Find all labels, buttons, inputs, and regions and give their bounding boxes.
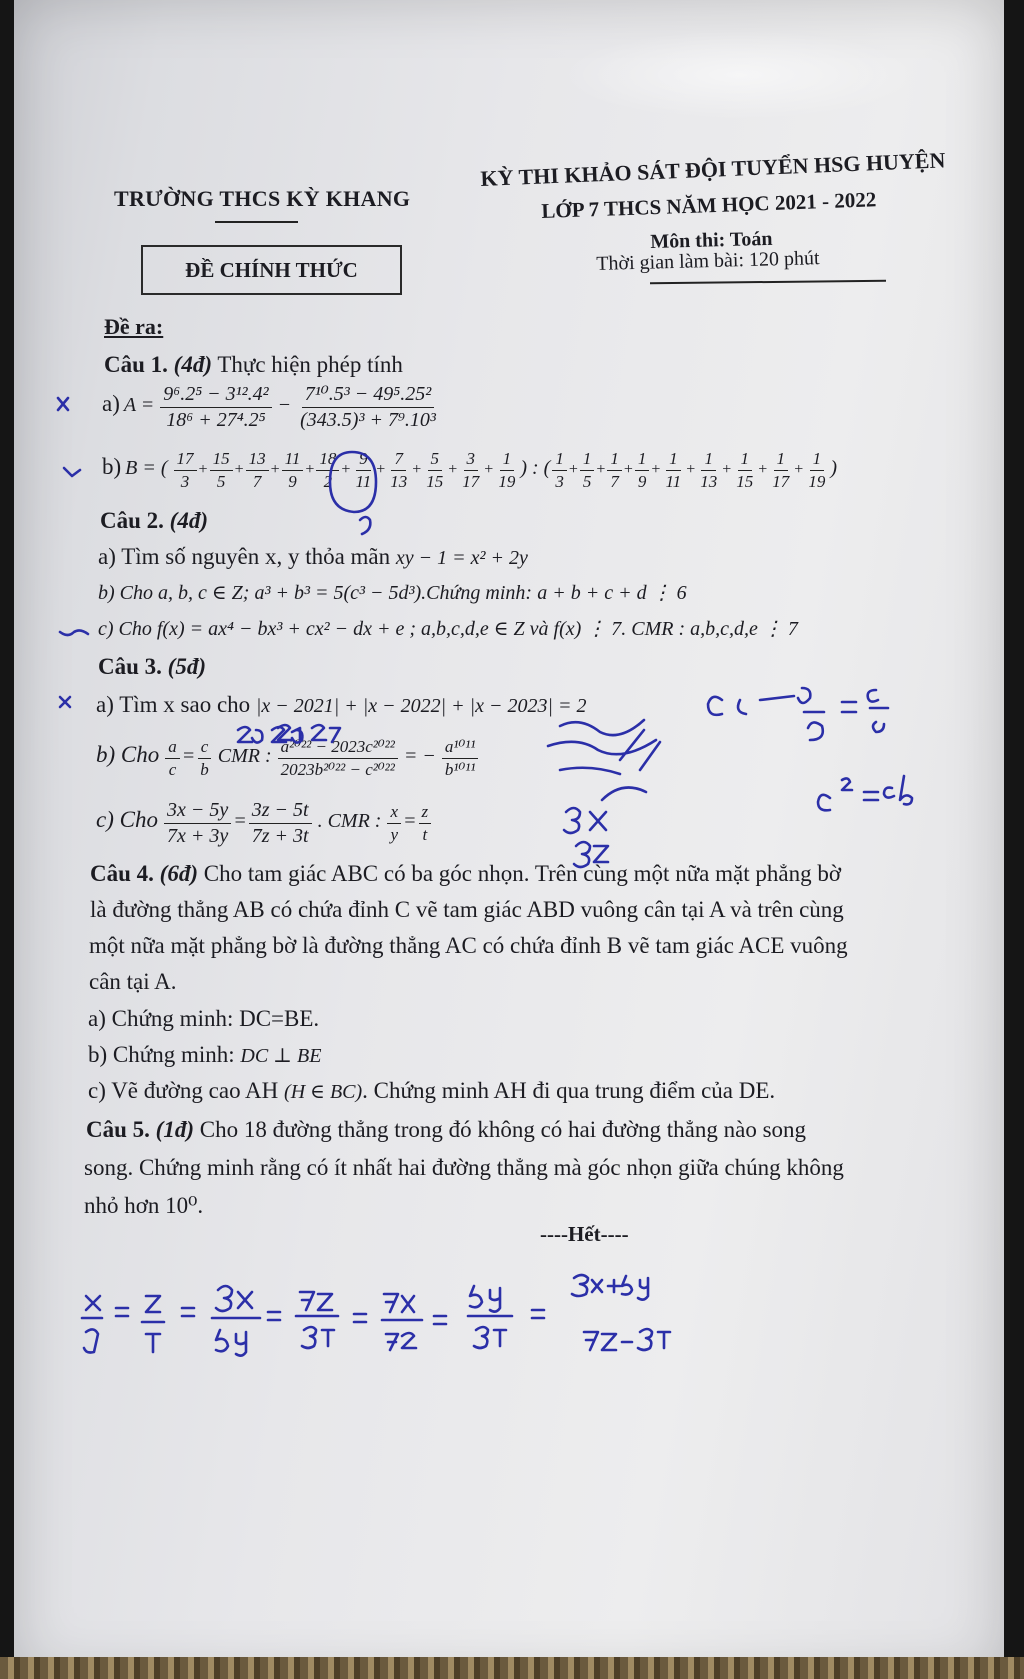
q1b-frac2-3: $\frac{1}{7}$ bbox=[607, 450, 622, 491]
q4-label: Câu 4. bbox=[90, 861, 154, 886]
q3c-label: c) Cho bbox=[96, 807, 158, 833]
q1b-frac2-2: $\frac{1}{5}$ bbox=[580, 450, 595, 491]
q2a bbox=[98, 544, 528, 570]
q3c-cmr: . CMR : bbox=[317, 810, 382, 833]
q5-points: (1đ) bbox=[155, 1117, 194, 1142]
subject: Môn thi: Toán bbox=[650, 227, 773, 253]
q3c-frac-3: $\frac{x}{y}$ bbox=[387, 803, 401, 844]
q1a-label: a) bbox=[102, 391, 120, 417]
q1-heading bbox=[104, 352, 403, 378]
q4c-eq: (H ∈ BC) bbox=[284, 1081, 363, 1103]
q3a bbox=[96, 692, 587, 718]
q4c bbox=[88, 1073, 775, 1110]
q1b-frac-8: $\frac{5}{15}$ bbox=[426, 449, 444, 491]
q1-label: Câu 1. bbox=[104, 352, 168, 377]
q3b-frac-4: $\frac{\text{a¹⁰¹¹}}{\text{b¹⁰¹¹}}$ bbox=[442, 738, 479, 779]
q2b-eq: a + b + c + d ⋮ 6 bbox=[537, 582, 687, 604]
q1b-frac-1: $\frac{17}{3}$ bbox=[174, 450, 197, 491]
q1b-row: b) B = ( $\frac{17}{3}$ + $\frac{15}{5}$ + $\frac{13}{7}$ + $\frac{11}{9}$ + $\frac{18}{2}$ + $\frac{9}{11}$ + $\frac{7}{13}$ + $\frac{5}{15}$ + $\frac{3}{17}$ + $\frac{1}{19}$ ) : ( $\frac{1}{3}$ + $\frac{1}{5}$ + $\frac{1}{7}$ + $\frac{1}{9}$ + $\frac{1}{11}$ + $\frac{1}{13}$ + $\frac{1}{15}$ + $\frac{1}{17}$ + $\frac{1}{19}$ ) bbox=[102, 449, 837, 491]
q1b-frac2-4: $\frac{1}{9}$ bbox=[635, 450, 650, 491]
q3-points: (5đ) bbox=[167, 654, 206, 679]
q4b-eq: DC ⊥ BE bbox=[240, 1045, 322, 1067]
q3c-frac-4: $\frac{z}{t}$ bbox=[419, 803, 432, 844]
q2b-text: b) Cho a, b, c ∈ Z; a³ + b³ = 5(c³ − 5d³).Chứng minh: bbox=[98, 582, 533, 604]
q1b-lhs: B = ( bbox=[125, 457, 168, 480]
table-edge bbox=[0, 1657, 1024, 1679]
q2a-text: a) Tìm số nguyên x, y thỏa mãn bbox=[98, 544, 391, 569]
q1b-frac2-8: $\frac{1}{17}$ bbox=[772, 449, 790, 491]
q3c-frac-2: $\frac{3z - 5t}{7z + 3t}$ bbox=[249, 800, 312, 847]
q4b bbox=[88, 1037, 321, 1074]
q1b-frac-3: $\frac{13}{7}$ bbox=[246, 450, 269, 491]
q3c: c) Cho $\frac{3x - 5y}{7x + 3y}$ = $\frac{3z - 5t}{7z + 3t}$ . CMR : $\frac{x}{y}$ = $\frac{z}{t}$ bbox=[96, 800, 433, 847]
q2-heading bbox=[100, 508, 208, 534]
q5-line1 bbox=[86, 1112, 806, 1148]
q3b-label: b) Cho bbox=[96, 742, 160, 768]
intro-heading: Đề ra: bbox=[104, 314, 164, 339]
q3c-frac-1: $\frac{3x - 5y}{7x + 3y}$ bbox=[164, 800, 231, 847]
official-stamp-box bbox=[141, 245, 402, 295]
q1b-frac-9: $\frac{3}{17}$ bbox=[462, 449, 480, 491]
q1-text: Thực hiện phép tính bbox=[217, 352, 403, 377]
grade-year: LỚP 7 THCS NĂM HỌC 2021 - 2022 bbox=[541, 187, 877, 223]
q3b: b) Cho $\frac{a}{c}$ = $\frac{c}{b}$ CMR : $\frac{\text{a²⁰²² − 2023c²⁰²²}}{\text{2023b²⁰²² − c²⁰²²}}$ = − $\frac{\text{a¹⁰¹¹}}{\text{b¹⁰¹¹}}$ bbox=[96, 738, 480, 779]
q2b bbox=[98, 580, 687, 605]
q2c: c) Cho f(x) = ax⁴ − bx³ + cx² − dx + e ; a,b,c,d,e ∈ Z và f(x) ⋮ 7. CMR : a,b,c,d,e ⋮ 7 bbox=[98, 618, 798, 640]
q3a-text: a) Tìm x sao cho bbox=[96, 692, 251, 717]
q3b-eqs: = − bbox=[403, 745, 436, 768]
q5-line2: song. Chứng minh rằng có ít nhất hai đường thẳng mà góc nhọn giữa chúng không bbox=[84, 1155, 844, 1180]
q4a: a) Chứng minh: DC=BE. bbox=[88, 1006, 320, 1031]
q1a-fraction-1 bbox=[160, 384, 271, 431]
q1b-frac2-9: $\frac{1}{19}$ bbox=[808, 449, 826, 491]
q4-text-1: Cho tam giác ABC có ba góc nhọn. Trên cùng một nữa mặt phẳng bờ bbox=[203, 861, 841, 886]
q1-points: (4đ) bbox=[173, 352, 212, 377]
q5-label: Câu 5. bbox=[86, 1117, 150, 1142]
q4-points: (6đ) bbox=[159, 861, 198, 886]
q1a-num-1: 9⁶.2⁵ − 3¹².4² bbox=[160, 384, 271, 408]
q4-line1 bbox=[90, 856, 841, 892]
q4c-text-1: c) Vẽ đường cao AH bbox=[88, 1078, 279, 1103]
exam-time: Thời gian làm bài: 120 phút bbox=[596, 247, 820, 275]
q3-heading bbox=[98, 654, 206, 680]
q4b-text: b) Chứng minh: bbox=[88, 1042, 235, 1067]
q3b-frac-3: $\frac{\text{a²⁰²² − 2023c²⁰²²}}{\text{2023b²⁰²² − c²⁰²²}}$ bbox=[278, 738, 398, 779]
q3b-frac-1: $\frac{a}{c}$ bbox=[165, 738, 180, 779]
official-label: ĐỀ CHÍNH THỨC bbox=[185, 257, 358, 282]
q1b-label: b) bbox=[102, 454, 122, 480]
exam-title: KỲ THI KHẢO SÁT ĐỘI TUYỂN HSG HUYỆN bbox=[480, 147, 946, 191]
q5-line3: nhỏ hơn 10⁰. bbox=[84, 1193, 204, 1218]
q1a-fraction-2 bbox=[297, 384, 439, 431]
q4c-text-2: . Chứng minh AH đi qua trung điểm của DE. bbox=[362, 1078, 776, 1103]
q1a-row: a) A = $\frac{\text{9⁶.2⁵ − 3¹².4²}}{\text{18⁶ + 27⁴.2⁵}}$ − $\frac{\text{7¹⁰.5³ − 49⁵.25²}}{\text{(343.5)³ + 7⁹.10³}}$ bbox=[102, 384, 441, 431]
school-name: TRƯỜNG THCS KỲ KHANG bbox=[114, 186, 411, 211]
q1b-frac-4: $\frac{11}{9}$ bbox=[282, 450, 304, 491]
q4-line2: là đường thẳng AB có chứa đỉnh C vẽ tam giác ABD vuông cân tại A và trên cùng bbox=[90, 897, 844, 922]
q2-label: Câu 2. bbox=[100, 508, 164, 533]
q1b-frac-2: $\frac{15}{5}$ bbox=[210, 450, 233, 491]
paper-crease bbox=[560, 30, 920, 120]
q3b-frac-2: $\frac{c}{b}$ bbox=[197, 738, 212, 779]
q4-line4: cân tại A. bbox=[89, 969, 177, 994]
q1b-frac2-1: $\frac{1}{3}$ bbox=[552, 450, 567, 491]
q1b-close: ) bbox=[830, 457, 837, 480]
q3-label: Câu 3. bbox=[98, 654, 162, 679]
q1a-den-1: 18⁶ + 27⁴.2⁵ bbox=[166, 409, 266, 431]
q1b-frac2-7: $\frac{1}{15}$ bbox=[736, 449, 754, 491]
school-underline bbox=[215, 221, 298, 223]
q1b-div: ) : ( bbox=[520, 457, 551, 480]
q3b-cmr: CMR : bbox=[217, 745, 272, 768]
end-marker: ----Hết---- bbox=[540, 1222, 629, 1246]
q4-line3: một nữa mặt phẳng bờ là đường thẳng AC có chứa đỉnh B vẽ tam giác ACE vuông bbox=[89, 933, 848, 958]
q1b-frac-7: $\frac{7}{13}$ bbox=[390, 449, 408, 491]
q1b-frac2-6: $\frac{1}{13}$ bbox=[700, 449, 718, 491]
q1b-frac-6: $\frac{9}{11}$ bbox=[355, 449, 372, 491]
q1a-num-2: 7¹⁰.5³ − 49⁵.25² bbox=[302, 384, 434, 408]
q2-points: (4đ) bbox=[169, 508, 208, 533]
q1b-frac-5: $\frac{18}{2}$ bbox=[316, 450, 339, 491]
q1a-lhs: A = bbox=[123, 394, 155, 417]
q1a-den-2: (343.5)³ + 7⁹.10³ bbox=[300, 409, 436, 431]
q3a-eq: |x − 2021| + |x − 2022| + |x − 2023| = 2 bbox=[255, 695, 587, 717]
q2a-eq: xy − 1 = x² + 2y bbox=[395, 547, 528, 569]
q1b-frac2-5: $\frac{1}{11}$ bbox=[665, 449, 682, 491]
q1b-frac-10: $\frac{1}{19}$ bbox=[498, 449, 516, 491]
q5-text-1: Cho 18 đường thẳng trong đó không có hai đường thẳng nào song bbox=[199, 1117, 807, 1142]
